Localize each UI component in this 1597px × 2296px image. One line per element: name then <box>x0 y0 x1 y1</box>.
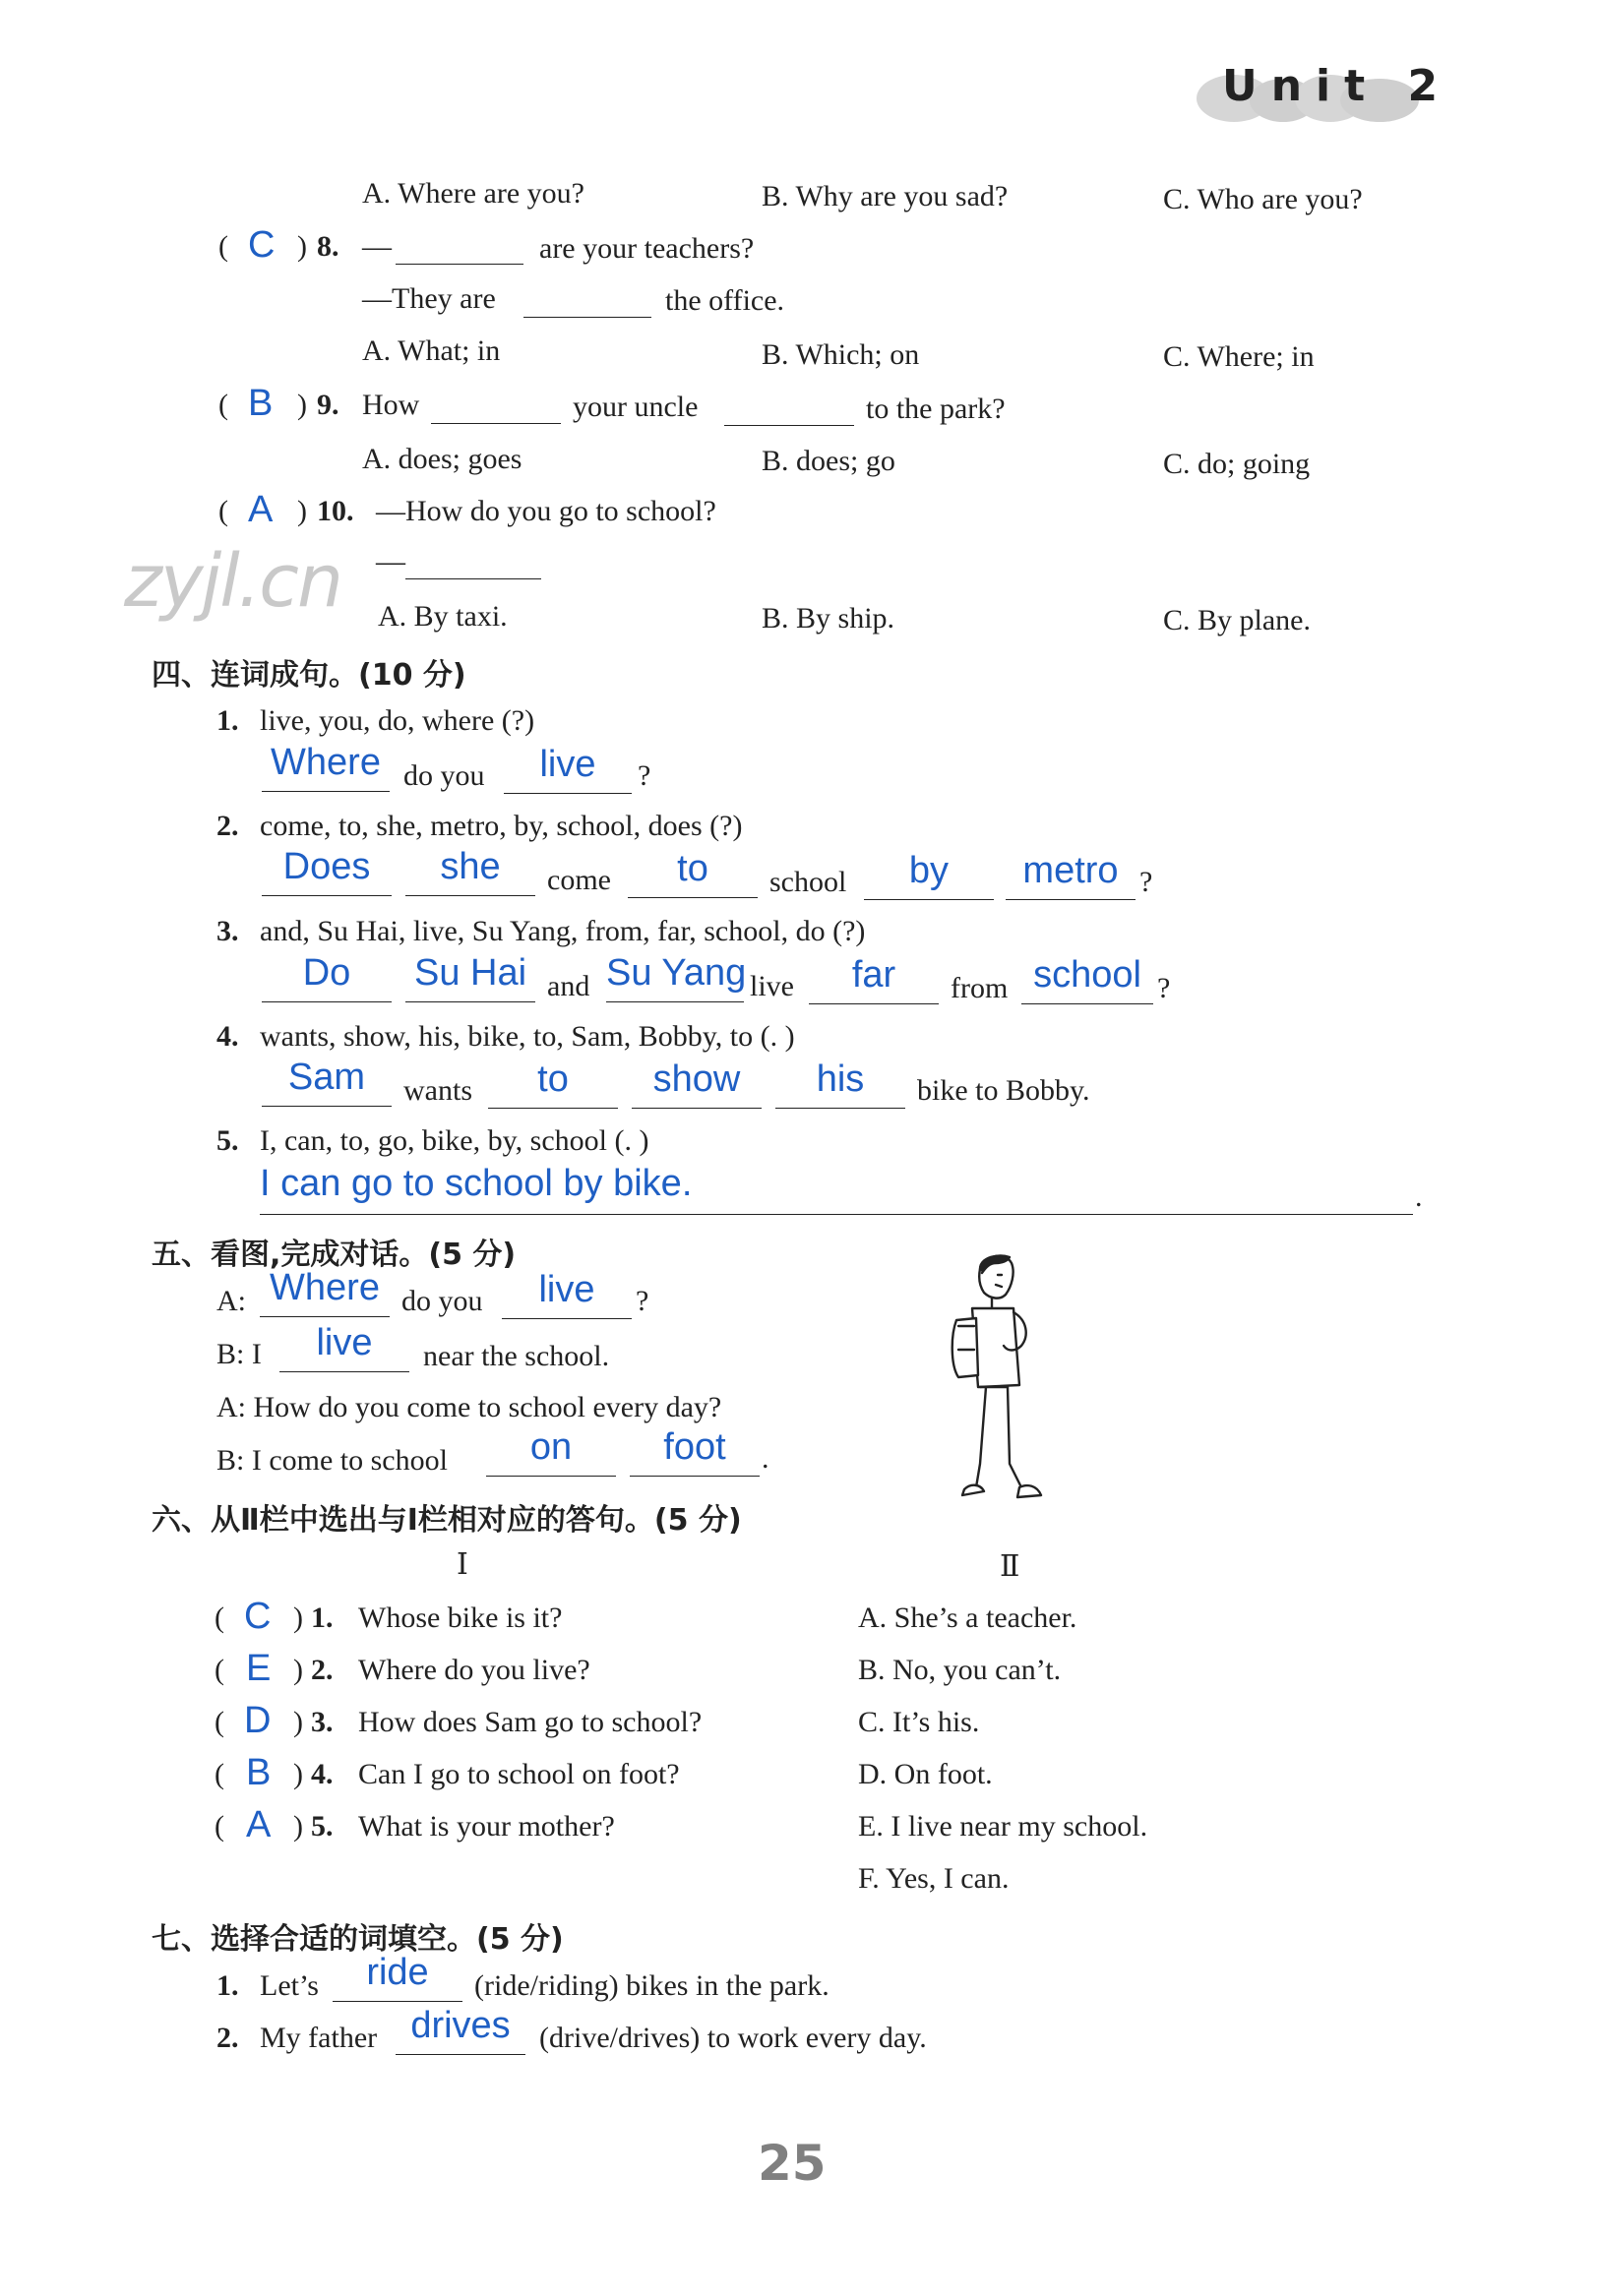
s5-l1-blank-2: live <box>502 1275 632 1319</box>
s4-q2-end: ? <box>1139 866 1153 898</box>
s5-l1-blank-1: Where <box>260 1273 390 1317</box>
s5-l1-text: do you <box>401 1285 483 1317</box>
s6-q5-number: 5. <box>311 1810 334 1843</box>
s6-q4-answer: B <box>246 1752 272 1793</box>
s4-q1-blank-1: Where <box>262 748 390 792</box>
s4-q1-number: 1. <box>216 704 239 737</box>
s5-l4-blank-2: foot <box>630 1432 760 1477</box>
s4-q3-end: ? <box>1157 972 1171 1004</box>
q9-text-3: to the park? <box>866 393 1006 425</box>
s5-l2-blank: live <box>279 1328 409 1372</box>
s6-q3-text: How does Sam go to school? <box>358 1706 703 1738</box>
s6-q1-answer: C <box>244 1596 272 1637</box>
q8-blank-2 <box>523 289 651 318</box>
s4-q2-prompt: come, to, she, metro, by, school, does (?) <box>260 810 743 842</box>
section5-title: 五、看图,完成对话。(5 分) <box>152 1238 517 1272</box>
q8-answer: C <box>248 224 276 266</box>
s7-q1-blank: ride <box>333 1958 462 2002</box>
s4-q2-text-2: school <box>769 866 847 898</box>
s7-q1-text-2: (ride/riding) bikes in the park. <box>474 1969 829 2002</box>
watermark: zyjl.cn <box>124 539 341 624</box>
s4-q5-prompt: I, can, to, go, bike, by, school (. ) <box>260 1124 649 1157</box>
s5-l2-text: near the school. <box>423 1340 610 1372</box>
q10-number: 10. <box>317 495 354 527</box>
s4-q5-number: 5. <box>216 1124 239 1157</box>
q10-blank <box>405 551 541 579</box>
q9-blank-2 <box>724 397 854 426</box>
s7-q2-text-2: (drive/drives) to work every day. <box>539 2022 927 2054</box>
s4-q3-blank-1: Do <box>262 958 392 1002</box>
section4-title: 四、连词成句。(10 分) <box>152 658 466 693</box>
q7-option-a: A. Where are you? <box>362 177 584 210</box>
s4-q2-blank-2: she <box>405 852 535 896</box>
s6-q3-answer: D <box>244 1700 272 1741</box>
s7-q1-text-1: Let’s <box>260 1969 319 2002</box>
q9-text-2: your uncle <box>573 391 699 423</box>
s5-l4-end: . <box>762 1442 769 1475</box>
s4-q3-blank-5: school <box>1021 960 1153 1004</box>
s4-q3-blank-2: Su Hai <box>405 958 535 1002</box>
s6-q4-text: Can I go to school on foot? <box>358 1758 680 1790</box>
s4-q3-text-3: from <box>951 972 1009 1004</box>
s5-l4-blank-1: on <box>486 1432 616 1477</box>
q8-line1-end: are your teachers? <box>539 232 755 265</box>
s6-q4-number: 4. <box>311 1758 334 1790</box>
q10-line1: —How do you go to school? <box>376 495 716 527</box>
s4-q2-number: 2. <box>216 810 239 842</box>
s4-q5-end: . <box>1415 1180 1423 1213</box>
s4-q2-text-1: come <box>547 864 611 896</box>
q9-option-a: A. does; goes <box>362 443 522 475</box>
s4-q3-text-1: and <box>547 970 590 1002</box>
s6-q3-number: 3. <box>311 1706 334 1738</box>
s7-q2-text-1: My father <box>260 2022 378 2054</box>
s6-q2-answer: E <box>246 1648 272 1689</box>
s4-q3-blank-3: Su Yang <box>606 958 744 1002</box>
s5-l1-end: ? <box>636 1285 649 1317</box>
column-1-header: Ⅰ <box>457 1548 468 1581</box>
s4-q1-end: ? <box>638 759 651 792</box>
column-2-header: Ⅱ <box>1000 1550 1020 1583</box>
s7-q2-blank: drives <box>396 2011 525 2055</box>
s4-q4-blank-4: his <box>775 1064 905 1109</box>
s5-l4-speaker: B: I come to school <box>216 1444 448 1477</box>
s6-q1-number: 1. <box>311 1601 334 1634</box>
q9-answer: B <box>248 383 274 424</box>
s7-q1-number: 1. <box>216 1969 239 2002</box>
s6-q1-text: Whose bike is it? <box>358 1601 563 1634</box>
q7-option-c: C. Who are you? <box>1163 183 1363 215</box>
s4-q4-text-1: wants <box>403 1074 472 1107</box>
q8-number: 8. <box>317 230 339 263</box>
q10-option-c: C. By plane. <box>1163 604 1311 636</box>
s5-l2-speaker: B: I <box>216 1338 262 1370</box>
s4-q3-number: 3. <box>216 915 239 947</box>
q8-option-b: B. Which; on <box>762 338 920 371</box>
s6-q5-answer: A <box>246 1804 272 1845</box>
q9-number: 9. <box>317 389 339 421</box>
unit-title: Unit 2 <box>1222 61 1452 111</box>
q8-option-a: A. What; in <box>362 334 501 367</box>
s6-option-a: A. She’s a teacher. <box>858 1601 1077 1634</box>
s4-q4-prompt: wants, show, his, bike, to, Sam, Bobby, to (. ) <box>260 1020 795 1053</box>
q8-dash: — <box>362 230 392 263</box>
q10-option-b: B. By ship. <box>762 602 895 634</box>
q9-option-c: C. do; going <box>1163 448 1311 480</box>
s4-q4-text-2: bike to Bobby. <box>917 1074 1090 1107</box>
s6-q2-text: Where do you live? <box>358 1654 590 1686</box>
s4-q3-blank-4: far <box>809 960 939 1004</box>
s4-q2-blank-3: to <box>628 854 758 898</box>
s4-q5-blank: I can go to school by bike. <box>260 1169 1413 1215</box>
s4-q3-prompt: and, Su Hai, live, Su Yang, from, far, school, do (?) <box>260 915 866 947</box>
q8-line2-start: —They are <box>362 282 496 315</box>
s4-q4-blank-2: to <box>488 1064 618 1109</box>
boy-walking-illustration <box>937 1247 1055 1505</box>
q10-answer: A <box>248 489 274 530</box>
s4-q1-text: do you <box>403 759 485 792</box>
s6-q2-number: 2. <box>311 1654 334 1686</box>
q10-line2: — <box>376 545 405 577</box>
s4-q4-blank-1: Sam <box>262 1062 392 1107</box>
s6-option-d: D. On foot. <box>858 1758 993 1790</box>
s4-q2-blank-1: Does <box>262 852 392 896</box>
s4-q1-prompt: live, you, do, where (?) <box>260 704 535 737</box>
s4-q3-text-2: live <box>750 970 794 1002</box>
q8-blank-1 <box>396 236 523 265</box>
s4-q2-blank-5: metro <box>1006 856 1136 900</box>
s7-q2-number: 2. <box>216 2022 239 2054</box>
s4-q2-blank-4: by <box>864 856 994 900</box>
q9-text-1: How <box>362 389 420 421</box>
s6-q5-text: What is your mother? <box>358 1810 615 1843</box>
s4-q4-number: 4. <box>216 1020 239 1053</box>
s5-l1-speaker: A: <box>216 1285 246 1317</box>
section6-title: 六、从Ⅱ栏中选出与Ⅰ栏相对应的答句。(5 分) <box>152 1503 742 1538</box>
s4-q1-blank-2: live <box>504 750 632 794</box>
q10-option-a: A. By taxi. <box>378 600 508 633</box>
section7-title: 七、选择合适的词填空。(5 分) <box>152 1922 564 1957</box>
q8-line2-end: the office. <box>665 284 785 317</box>
s4-q4-blank-3: show <box>632 1064 762 1109</box>
s6-option-e: E. I live near my school. <box>858 1810 1148 1843</box>
q7-option-b: B. Why are you sad? <box>762 180 1009 212</box>
s6-option-f: F. Yes, I can. <box>858 1862 1010 1895</box>
page-number: 25 <box>758 2135 827 2192</box>
q8-option-c: C. Where; in <box>1163 340 1315 373</box>
s6-option-b: B. No, you can’t. <box>858 1654 1062 1686</box>
s6-option-c: C. It’s his. <box>858 1706 980 1738</box>
q9-option-b: B. does; go <box>762 445 895 477</box>
s5-l3-text: A: How do you come to school every day? <box>216 1391 722 1423</box>
q9-blank-1 <box>431 395 561 424</box>
